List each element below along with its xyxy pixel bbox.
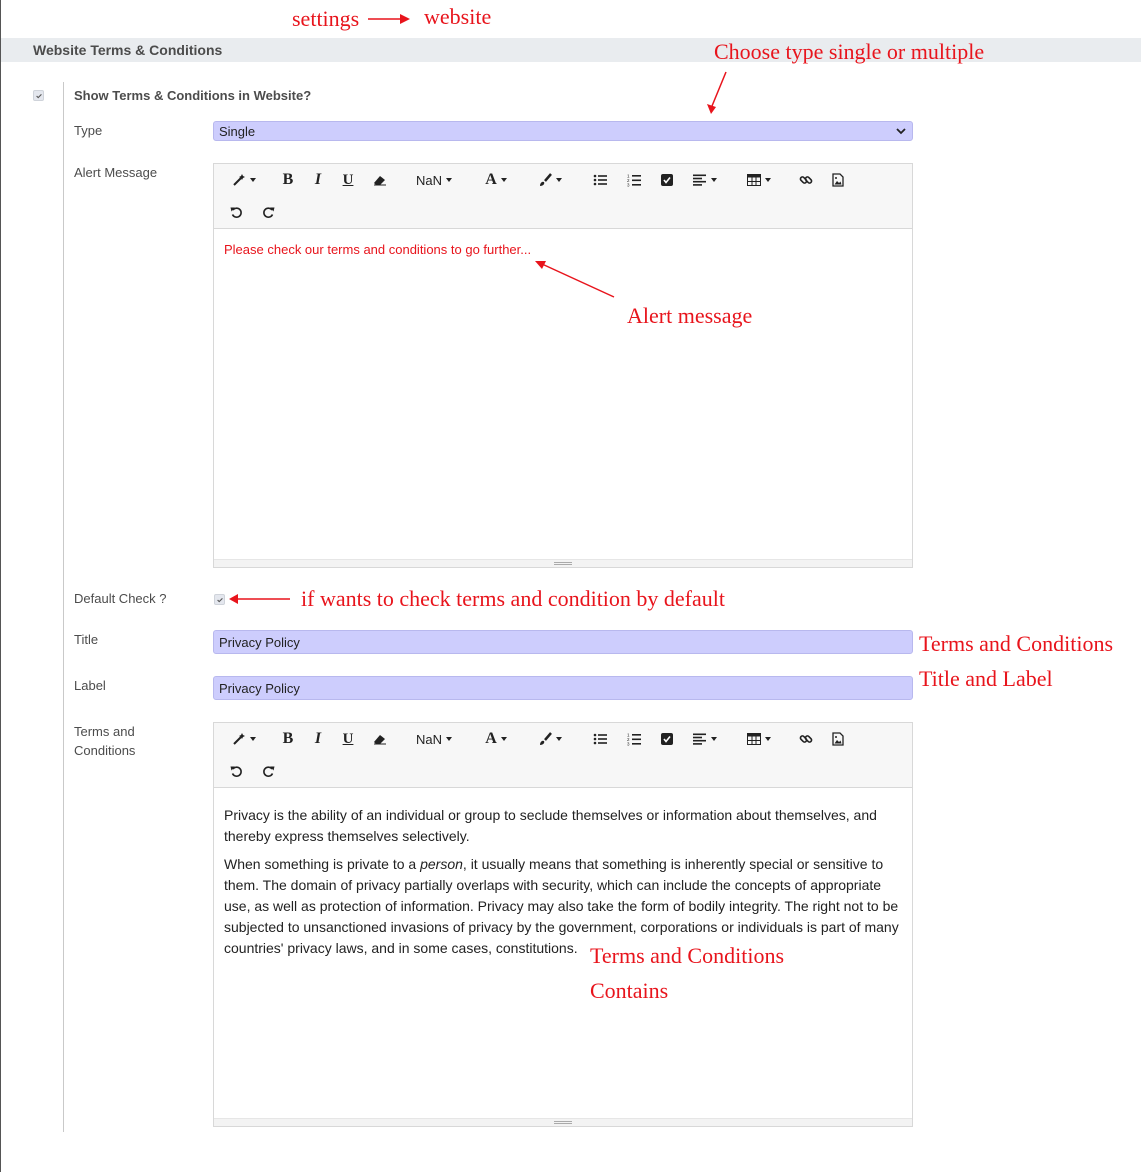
editor-resize-handle[interactable]	[214, 559, 912, 567]
font-size-value: NaN	[415, 731, 442, 747]
font-size-dropdown[interactable]	[410, 729, 458, 749]
table-icon[interactable]	[742, 729, 776, 749]
label-label: Label	[74, 678, 106, 693]
annotation-arrow-nav	[368, 13, 412, 25]
undo-icon[interactable]	[226, 202, 246, 222]
title-input[interactable]	[213, 630, 913, 654]
font-size-value: NaN	[415, 172, 442, 188]
type-select-value: Single	[219, 124, 256, 139]
undo-icon[interactable]	[226, 761, 246, 781]
label-input-value: Privacy Policy	[219, 681, 300, 696]
image-icon[interactable]	[828, 729, 848, 749]
font-size-dropdown[interactable]	[410, 170, 458, 190]
show-terms-label: Show Terms & Conditions in Website?	[74, 88, 312, 103]
link-icon[interactable]	[796, 170, 816, 190]
editor-toolbar	[214, 723, 912, 788]
terms-paragraph-2-end: , it usually means that something is inherently special or sensitive to them. The domain of privacy partially overlaps with security, which can include the concepts of appropriate use, as well as protection of information. Privacy may also take the form of bodily integrity. The right not to be subjected to unsanctioned invasions of privacy by the government, corporations or individuals is part of many countries' privacy laws, and in some cases, constitutions.	[224, 856, 899, 956]
annotation-contents-hint-2: Contains	[590, 978, 669, 1003]
alert-message-editor[interactable]	[213, 163, 913, 568]
check-icon	[35, 92, 43, 100]
redo-icon[interactable]	[258, 761, 278, 781]
annotation-arrow-default	[228, 593, 292, 605]
numbered-list-icon[interactable]	[624, 729, 644, 749]
terms-paragraph-2-italic: person	[420, 856, 463, 872]
terms-paragraph-1[interactable]: Privacy is the ability of an individual or group to seclude themselves or information about themselves, and thereby express themselves selectively.	[224, 807, 877, 844]
italic-button[interactable]: I	[314, 730, 322, 747]
eraser-icon[interactable]	[370, 729, 390, 749]
svg-text:3: 3	[627, 741, 630, 746]
svg-text:1: 1	[627, 732, 630, 738]
annotation-nav-to: website	[424, 4, 492, 29]
type-select[interactable]	[213, 121, 913, 141]
eraser-icon[interactable]	[370, 170, 390, 190]
title-label: Title	[74, 632, 99, 647]
font-color-label: A	[485, 171, 497, 188]
svg-text:1: 1	[627, 173, 630, 179]
annotation-alert-hint: Alert message	[627, 303, 753, 328]
annotation-type-hint: Choose type single or multiple	[714, 39, 985, 64]
checklist-icon[interactable]	[657, 729, 677, 749]
align-left-icon[interactable]	[688, 729, 722, 749]
label-input[interactable]	[213, 676, 913, 700]
svg-text:2: 2	[627, 178, 630, 183]
check-icon	[216, 596, 224, 604]
paint-brush-icon[interactable]	[534, 170, 566, 190]
annotation-title-label-hint-2: Title and Label	[919, 666, 1053, 691]
bold-button[interactable]: B	[282, 730, 294, 747]
checklist-icon[interactable]	[657, 170, 677, 190]
magic-wand-icon[interactable]	[228, 729, 260, 749]
font-color-dropdown[interactable]	[480, 170, 512, 190]
svg-text:3: 3	[627, 182, 630, 187]
type-label: Type	[74, 123, 103, 138]
bold-button[interactable]: B	[282, 171, 294, 188]
italic-button[interactable]: I	[314, 171, 322, 188]
bullet-list-icon[interactable]	[590, 729, 610, 749]
annotation-arrow-alert	[530, 256, 620, 302]
numbered-list-icon[interactable]	[624, 170, 644, 190]
settings-indent-line	[63, 82, 64, 1132]
link-icon[interactable]	[796, 729, 816, 749]
svg-text:2: 2	[627, 737, 630, 742]
annotation-contents-hint-1: Terms and Conditions	[590, 943, 785, 968]
default-check-checkbox[interactable]	[214, 594, 225, 605]
terms-conditions-editor[interactable]	[213, 722, 913, 1127]
show-terms-checkbox[interactable]	[33, 90, 44, 101]
title-input-value: Privacy Policy	[219, 635, 300, 650]
default-check-label: Default Check ?	[74, 591, 167, 606]
annotation-nav-from: settings	[292, 6, 360, 31]
underline-button[interactable]: U	[342, 730, 354, 747]
terms-paragraph-2-start: When something is private to a	[224, 856, 421, 872]
annotation-arrow-type	[704, 70, 730, 116]
terms-conditions-label-line1: Terms and	[74, 724, 135, 739]
image-icon[interactable]	[828, 170, 848, 190]
annotation-title-label-hint-1: Terms and Conditions	[919, 631, 1114, 656]
align-left-icon[interactable]	[688, 170, 722, 190]
chevron-down-icon	[896, 126, 906, 136]
underline-button[interactable]: U	[342, 171, 354, 188]
terms-conditions-label-line2: Conditions	[74, 743, 136, 758]
editor-resize-handle[interactable]	[214, 1118, 912, 1126]
alert-message-content[interactable]: Please check our terms and conditions to go further...	[224, 242, 532, 257]
paint-brush-icon[interactable]	[534, 729, 566, 749]
table-icon[interactable]	[742, 170, 776, 190]
alert-message-label: Alert Message	[74, 165, 158, 180]
magic-wand-icon[interactable]	[228, 170, 260, 190]
section-title: Website Terms & Conditions	[33, 42, 223, 58]
font-color-dropdown[interactable]	[480, 729, 512, 749]
terms-conditions-label	[74, 722, 135, 760]
editor-toolbar	[214, 164, 912, 229]
redo-icon[interactable]	[258, 202, 278, 222]
annotation-default-check-hint: if wants to check terms and condition by default	[301, 586, 725, 611]
font-color-label: A	[485, 730, 497, 747]
terms-paragraph-2[interactable]	[224, 854, 904, 959]
bullet-list-icon[interactable]	[590, 170, 610, 190]
page-left-border	[0, 0, 1, 1172]
